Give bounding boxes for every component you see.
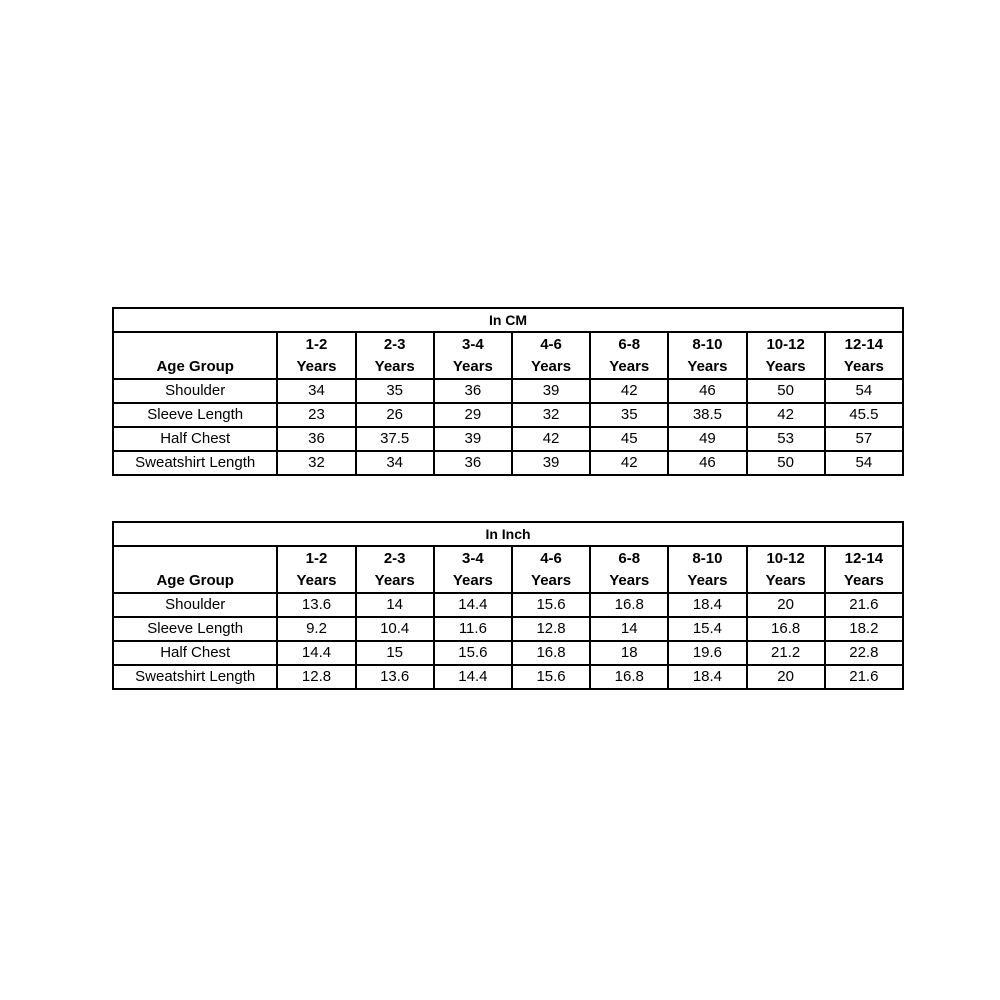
table-cell: 46 bbox=[668, 451, 746, 475]
age-range: 4-6 bbox=[540, 550, 562, 567]
table-cell: 39 bbox=[434, 427, 512, 451]
table-cell: 35 bbox=[356, 379, 434, 403]
table-cell: 42 bbox=[512, 427, 590, 451]
table-cell: 15.6 bbox=[434, 641, 512, 665]
age-range: 1-2 bbox=[305, 336, 328, 353]
table-cell: 26 bbox=[356, 403, 434, 427]
table-cell: 16.8 bbox=[590, 593, 668, 617]
age-column-header bbox=[747, 546, 825, 593]
row-label: Half Chest bbox=[113, 427, 277, 451]
age-group-label: Age Group bbox=[156, 572, 234, 589]
age-column-header bbox=[590, 546, 668, 593]
table-cell: 11.6 bbox=[434, 617, 512, 641]
table-title: In Inch bbox=[113, 522, 903, 546]
table-cell: 53 bbox=[747, 427, 825, 451]
age-range: 2-3 bbox=[383, 336, 406, 353]
age-unit: Years bbox=[765, 572, 806, 589]
table-cell: 21.2 bbox=[747, 641, 825, 665]
table-cell: 20 bbox=[747, 593, 825, 617]
age-unit: Years bbox=[531, 358, 572, 375]
table-cell: 45.5 bbox=[825, 403, 903, 427]
table-cell: 36 bbox=[434, 451, 512, 475]
table-cell: 46 bbox=[668, 379, 746, 403]
table-cell: 42 bbox=[590, 379, 668, 403]
age-range: 8-10 bbox=[692, 336, 723, 353]
age-unit: Years bbox=[452, 572, 493, 589]
age-range: 3-4 bbox=[462, 550, 484, 567]
age-unit: Years bbox=[452, 358, 493, 375]
age-unit: Years bbox=[531, 572, 572, 589]
table-cell: 16.8 bbox=[747, 617, 825, 641]
table-cell: 20 bbox=[747, 665, 825, 689]
table-cell: 35 bbox=[590, 403, 668, 427]
row-label: Sweatshirt Length bbox=[113, 665, 277, 689]
row-label: Sweatshirt Length bbox=[113, 451, 277, 475]
age-column-header bbox=[590, 332, 668, 379]
table-cell: 18 bbox=[590, 641, 668, 665]
age-column-header bbox=[434, 546, 512, 593]
table-cell: 12.8 bbox=[277, 665, 355, 689]
age-column-header bbox=[825, 546, 903, 593]
age-unit: Years bbox=[296, 358, 337, 375]
age-column-header bbox=[668, 546, 746, 593]
age-unit: Years bbox=[296, 572, 337, 589]
table-cell: 15.6 bbox=[512, 665, 590, 689]
age-column-header bbox=[356, 332, 434, 379]
table-row bbox=[113, 593, 903, 617]
age-range: 12-14 bbox=[844, 550, 884, 567]
age-column-header bbox=[825, 332, 903, 379]
table-cell: 50 bbox=[747, 451, 825, 475]
table-cell: 21.6 bbox=[825, 593, 903, 617]
table-cell: 13.6 bbox=[356, 665, 434, 689]
table-cell: 15 bbox=[356, 641, 434, 665]
age-column-header bbox=[668, 332, 746, 379]
table-row bbox=[113, 379, 903, 403]
table-cell: 36 bbox=[434, 379, 512, 403]
row-label: Shoulder bbox=[113, 593, 277, 617]
table-cell: 42 bbox=[590, 451, 668, 475]
table-cell: 14.4 bbox=[434, 593, 512, 617]
row-label: Shoulder bbox=[113, 379, 277, 403]
age-range: 2-3 bbox=[383, 550, 406, 567]
table-cell: 29 bbox=[434, 403, 512, 427]
age-column-header bbox=[512, 332, 590, 379]
table-cell: 49 bbox=[668, 427, 746, 451]
table-row bbox=[113, 427, 903, 451]
table-cell: 16.8 bbox=[590, 665, 668, 689]
table-cell: 42 bbox=[747, 403, 825, 427]
table-cell: 21.6 bbox=[825, 665, 903, 689]
age-range: 6-8 bbox=[618, 550, 641, 567]
age-group-label: Age Group bbox=[156, 358, 234, 375]
age-range: 8-10 bbox=[692, 550, 723, 567]
table-cell: 14 bbox=[590, 617, 668, 641]
age-group-header bbox=[113, 332, 277, 379]
table-cell: 14 bbox=[356, 593, 434, 617]
age-unit: Years bbox=[843, 358, 884, 375]
table-cell: 15.4 bbox=[668, 617, 746, 641]
age-unit: Years bbox=[765, 358, 806, 375]
table-row bbox=[113, 617, 903, 641]
table-cell: 9.2 bbox=[277, 617, 355, 641]
age-range: 10-12 bbox=[766, 550, 805, 567]
table-cell: 12.8 bbox=[512, 617, 590, 641]
table-row bbox=[113, 665, 903, 689]
table-cell: 39 bbox=[512, 451, 590, 475]
table-cell: 19.6 bbox=[668, 641, 746, 665]
age-column-header bbox=[277, 332, 355, 379]
table-cell: 37.5 bbox=[356, 427, 434, 451]
table-cell: 18.2 bbox=[825, 617, 903, 641]
age-group-header bbox=[113, 546, 277, 593]
table-cell: 34 bbox=[356, 451, 434, 475]
table-cell: 18.4 bbox=[668, 593, 746, 617]
age-unit: Years bbox=[374, 358, 415, 375]
table-cell: 32 bbox=[512, 403, 590, 427]
table-cell: 18.4 bbox=[668, 665, 746, 689]
age-column-header bbox=[747, 332, 825, 379]
age-unit: Years bbox=[609, 358, 650, 375]
age-unit: Years bbox=[374, 572, 415, 589]
age-column-header bbox=[356, 546, 434, 593]
table-cell: 13.6 bbox=[277, 593, 355, 617]
table-cell: 54 bbox=[825, 379, 903, 403]
table-cell: 34 bbox=[277, 379, 355, 403]
age-range: 4-6 bbox=[540, 336, 562, 353]
age-unit: Years bbox=[687, 572, 728, 589]
age-column-header bbox=[277, 546, 355, 593]
table-cell: 54 bbox=[825, 451, 903, 475]
age-range: 1-2 bbox=[305, 550, 328, 567]
table-cell: 10.4 bbox=[356, 617, 434, 641]
table-cell: 14.4 bbox=[434, 665, 512, 689]
row-label: Sleeve Length bbox=[113, 617, 277, 641]
row-label: Sleeve Length bbox=[113, 403, 277, 427]
size-chart-cm-table bbox=[112, 307, 904, 476]
table-cell: 23 bbox=[277, 403, 355, 427]
age-column-header bbox=[512, 546, 590, 593]
table-cell: 14.4 bbox=[277, 641, 355, 665]
age-range: 3-4 bbox=[462, 336, 484, 353]
age-column-header bbox=[434, 332, 512, 379]
age-unit: Years bbox=[687, 358, 728, 375]
table-row bbox=[113, 641, 903, 665]
age-unit: Years bbox=[843, 572, 884, 589]
table-cell: 39 bbox=[512, 379, 590, 403]
size-chart-inch-table bbox=[112, 521, 904, 690]
table-cell: 15.6 bbox=[512, 593, 590, 617]
row-label: Half Chest bbox=[113, 641, 277, 665]
table-cell: 36 bbox=[277, 427, 355, 451]
table-cell: 16.8 bbox=[512, 641, 590, 665]
table-row bbox=[113, 451, 903, 475]
table-cell: 57 bbox=[825, 427, 903, 451]
table-cell: 22.8 bbox=[825, 641, 903, 665]
age-range: 12-14 bbox=[844, 336, 884, 353]
table-cell: 45 bbox=[590, 427, 668, 451]
table-cell: 32 bbox=[277, 451, 355, 475]
table-cell: 38.5 bbox=[668, 403, 746, 427]
age-unit: Years bbox=[609, 572, 650, 589]
age-range: 10-12 bbox=[766, 336, 805, 353]
table-row bbox=[113, 403, 903, 427]
table-title: In CM bbox=[113, 308, 903, 332]
table-cell: 50 bbox=[747, 379, 825, 403]
age-range: 6-8 bbox=[618, 336, 641, 353]
